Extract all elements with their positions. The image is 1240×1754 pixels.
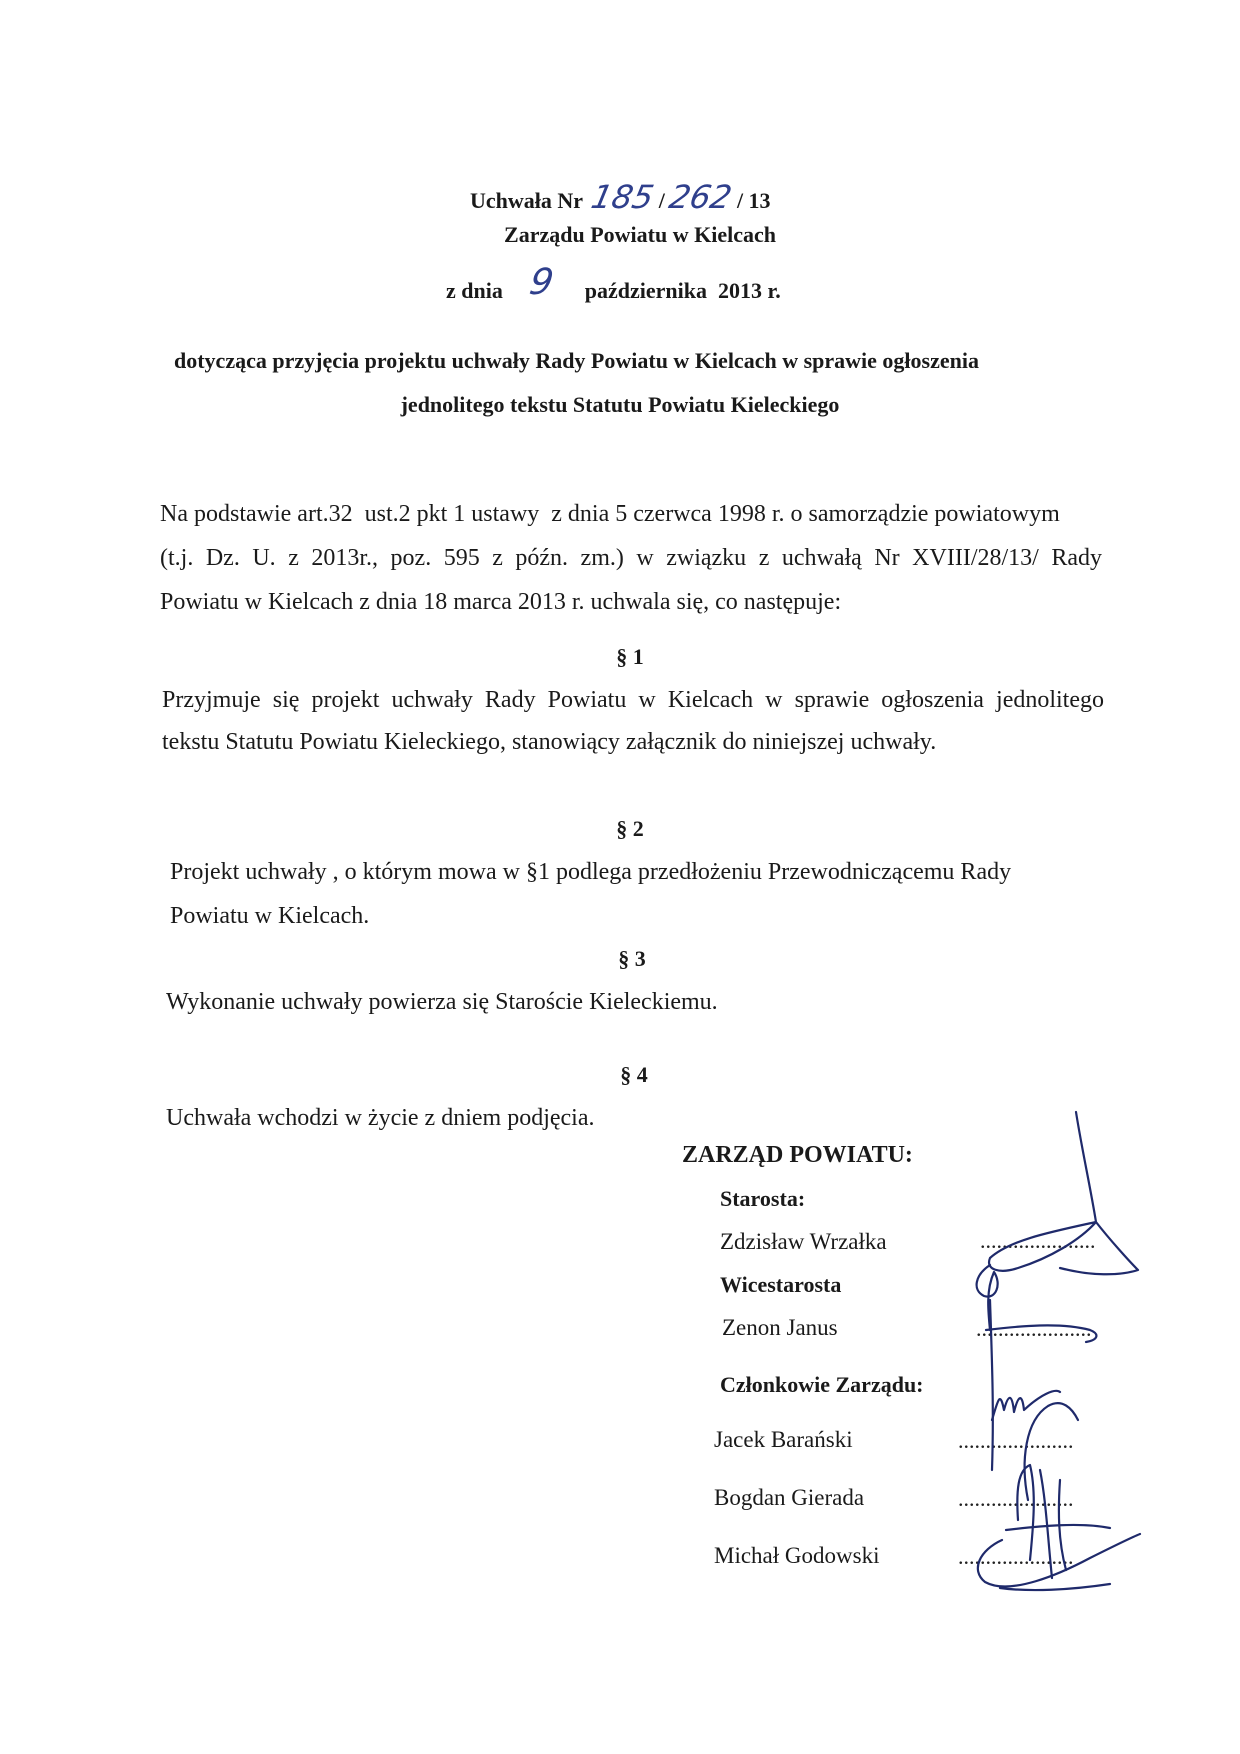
section-4-heading: § 4 bbox=[620, 1062, 648, 1087]
handwritten-day: 9 bbox=[526, 262, 557, 303]
section-2-heading: § 2 bbox=[616, 816, 644, 841]
member-name-1: Jacek Barański bbox=[714, 1427, 853, 1452]
subject-line-2: jednolitego tekstu Statutu Powiatu Kieleckiego bbox=[400, 392, 840, 417]
wicestarosta-name: Zenon Janus bbox=[722, 1315, 838, 1340]
section-1-heading: § 1 bbox=[616, 644, 644, 669]
subject-line-1: dotycząca przyjęcia projektu uchwały Rady Powiatu w Kielcach w sprawie ogłoszenia bbox=[174, 348, 979, 373]
wicestarosta-signature-dots: ..................... bbox=[976, 1316, 1092, 1341]
preamble-line-1: Na podstawie art.32 ust.2 pkt 1 ustawy z dnia 5 czerwca 1998 r. o samorządzie powiatowym bbox=[160, 501, 1060, 527]
wicestarosta-label: Wicestarosta bbox=[720, 1272, 842, 1297]
resolution-prefix: Uchwała Nr bbox=[470, 188, 583, 213]
member-name-2: Bogdan Gierada bbox=[714, 1485, 865, 1510]
starosta-label: Starosta: bbox=[720, 1186, 806, 1211]
members-label: Członkowie Zarządu: bbox=[720, 1372, 924, 1397]
signature-member-1 bbox=[992, 1391, 1060, 1420]
section-3-heading: § 3 bbox=[618, 946, 646, 971]
resolution-number-line bbox=[470, 178, 771, 216]
number-separator-1: / bbox=[658, 188, 665, 213]
member-1-signature-dots: ..................... bbox=[958, 1428, 1074, 1453]
preamble-line-2: (t.j. Dz. U. z 2013r., poz. 595 z późn. zm.) w związku z uchwałą Nr XVIII/28/13/ Rady bbox=[160, 545, 1102, 571]
member-2-signature-dots: ..................... bbox=[958, 1486, 1074, 1511]
handwritten-number-1: 185 bbox=[588, 178, 658, 216]
number-separator-2: / 13 bbox=[736, 188, 771, 213]
section-1-line-2: tekstu Statutu Powiatu Kieleckiego, stanowiący załącznik do niniejszej uchwały. bbox=[162, 729, 937, 755]
date-suffix: października 2013 r. bbox=[584, 278, 781, 303]
section-2-line-1: Projekt uchwały , o którym mowa w §1 podlega przedłożeniu Przewodniczącemu Rady bbox=[170, 859, 1012, 885]
date-prefix: z dnia bbox=[446, 278, 503, 303]
section-3-line-1: Wykonanie uchwały powierza się Staroście Kieleckiemu. bbox=[166, 989, 718, 1015]
starosta-signature-dots: ..................... bbox=[980, 1228, 1096, 1253]
member-name-3: Michał Godowski bbox=[714, 1543, 880, 1568]
preamble-line-3: Powiatu w Kielcach z dnia 18 marca 2013 r. uchwala się, co następuje: bbox=[160, 589, 842, 615]
signature-member-3-tail bbox=[1000, 1584, 1110, 1590]
section-1-line-1: Przyjmuje się projekt uchwały Rady Powiatu w Kielcach w sprawie ogłoszenia jednolitego bbox=[162, 687, 1104, 713]
board-name: Zarządu Powiatu w Kielcach bbox=[504, 222, 776, 247]
section-4-line-1: Uchwała wchodzi w życie z dniem podjęcia. bbox=[166, 1105, 595, 1131]
board-heading: ZARZĄD POWIATU: bbox=[682, 1142, 913, 1168]
starosta-name: Zdzisław Wrzałka bbox=[720, 1229, 887, 1254]
handwritten-number-2: 262 bbox=[666, 178, 736, 216]
resolution-date-line bbox=[446, 262, 781, 307]
member-3-signature-dots: ..................... bbox=[958, 1544, 1074, 1569]
section-2-line-2: Powiatu w Kielcach. bbox=[170, 903, 370, 929]
